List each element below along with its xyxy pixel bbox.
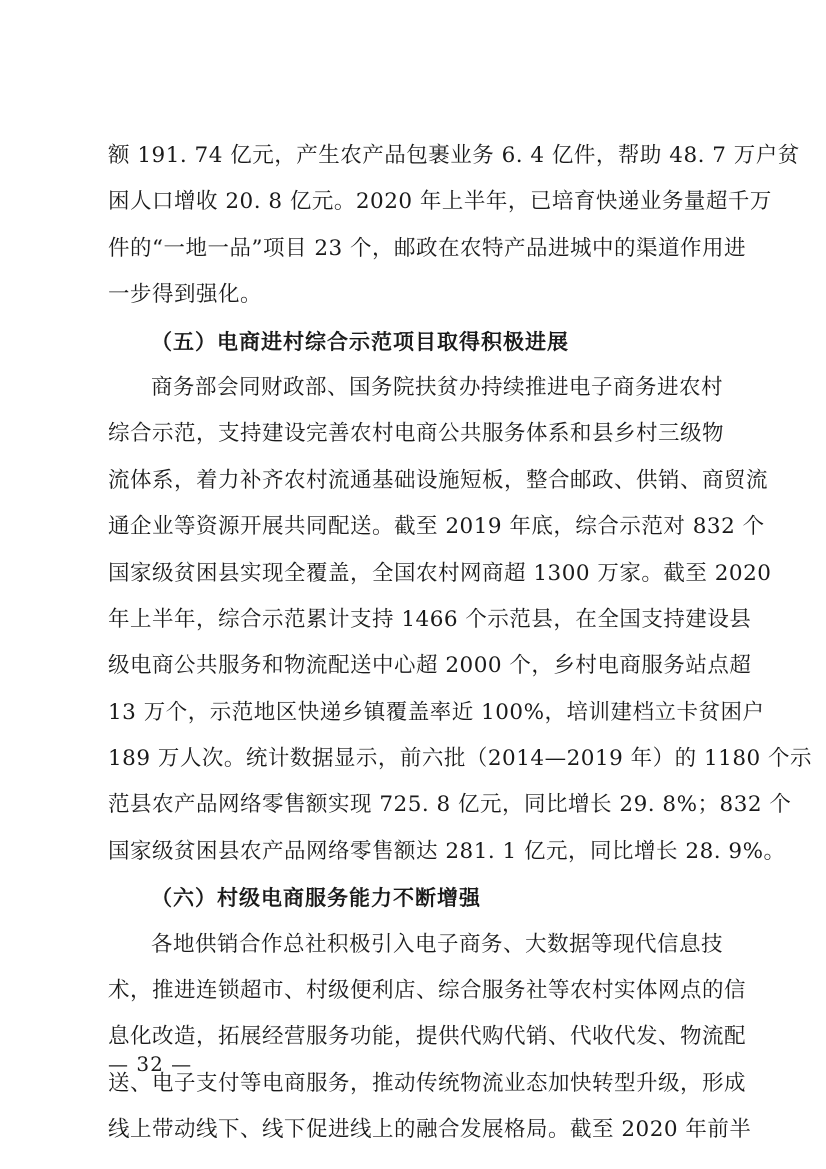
text-line: 范县农产品网络零售额实现 725. 8 亿元，同比增长 29. 8%；832 个 bbox=[108, 792, 792, 818]
text-line: 13 万个，示范地区快递乡镇覆盖率近 100%，培训建档立卡贫困户 bbox=[108, 699, 765, 725]
text-line: 息化改造，拓展经营服务功能，提供代购代销、代收代发、物流配 bbox=[108, 1024, 747, 1050]
text-line: 流体系，着力补齐农村流通基础设施短板，整合邮政、供销、商贸流 bbox=[108, 467, 769, 493]
page-number: — 32 — bbox=[108, 1052, 193, 1076]
paragraph-start: 各地供销合作总社积极引入电子商务、大数据等现代信息技 bbox=[151, 931, 724, 957]
text-line: 件的“一地一品”项目 23 个，邮政在农特产品进城中的渠道作用进 bbox=[108, 235, 747, 261]
section-heading-6: （六）村级电商服务能力不断增强 bbox=[151, 886, 481, 911]
text-line: 线上带动线下、线下促进线上的融合发展格局。截至 2020 年前半 bbox=[108, 1117, 752, 1143]
text-line: 年上半年，综合示范累计支持 1466 个示范县，在全国支持建设县 bbox=[108, 606, 752, 632]
text-line: 189 万人次。统计数据显示，前六批（2014—2019 年）的 1180 个示 bbox=[108, 746, 813, 772]
paragraph-start: 商务部会同财政部、国务院扶贫办持续推进电子商务进农村 bbox=[151, 374, 724, 400]
text-line: 一步得到强化。 bbox=[108, 282, 263, 308]
text-line: 送、电子支付等电商服务，推动传统物流业态加快转型升级，形成 bbox=[108, 1070, 747, 1096]
text-line: 级电商公共服务和物流配送中心超 2000 个，乡村电商服务站点超 bbox=[108, 653, 752, 679]
text-line: 国家级贫困县农产品网络零售额达 281. 1 亿元，同比增长 28. 9%。 bbox=[108, 838, 786, 864]
text-line: 额 191. 74 亿元，产生农产品包裹业务 6. 4 亿件，帮助 48. 7 万户贫 bbox=[108, 143, 800, 168]
body-text bbox=[108, 133, 813, 1154]
text-line: 术，推进连锁超市、村级便利店、综合服务社等农村实体网点的信 bbox=[108, 978, 747, 1004]
text-line: 综合示范，支持建设完善农村电商公共服务体系和县乡村三级物 bbox=[108, 421, 725, 447]
text-line: 困人口增收 20. 8 亿元。2020 年上半年，已培育快递业务量超千万 bbox=[108, 189, 772, 215]
section-heading-5: （五）电商进村综合示范项目取得积极进展 bbox=[151, 329, 569, 354]
text-line: 通企业等资源开展共同配送。截至 2019 年底，综合示范对 832 个 bbox=[108, 514, 765, 540]
text-line: 国家级贫困县实现全覆盖，全国农村网商超 1300 万家。截至 2020 bbox=[108, 560, 772, 586]
